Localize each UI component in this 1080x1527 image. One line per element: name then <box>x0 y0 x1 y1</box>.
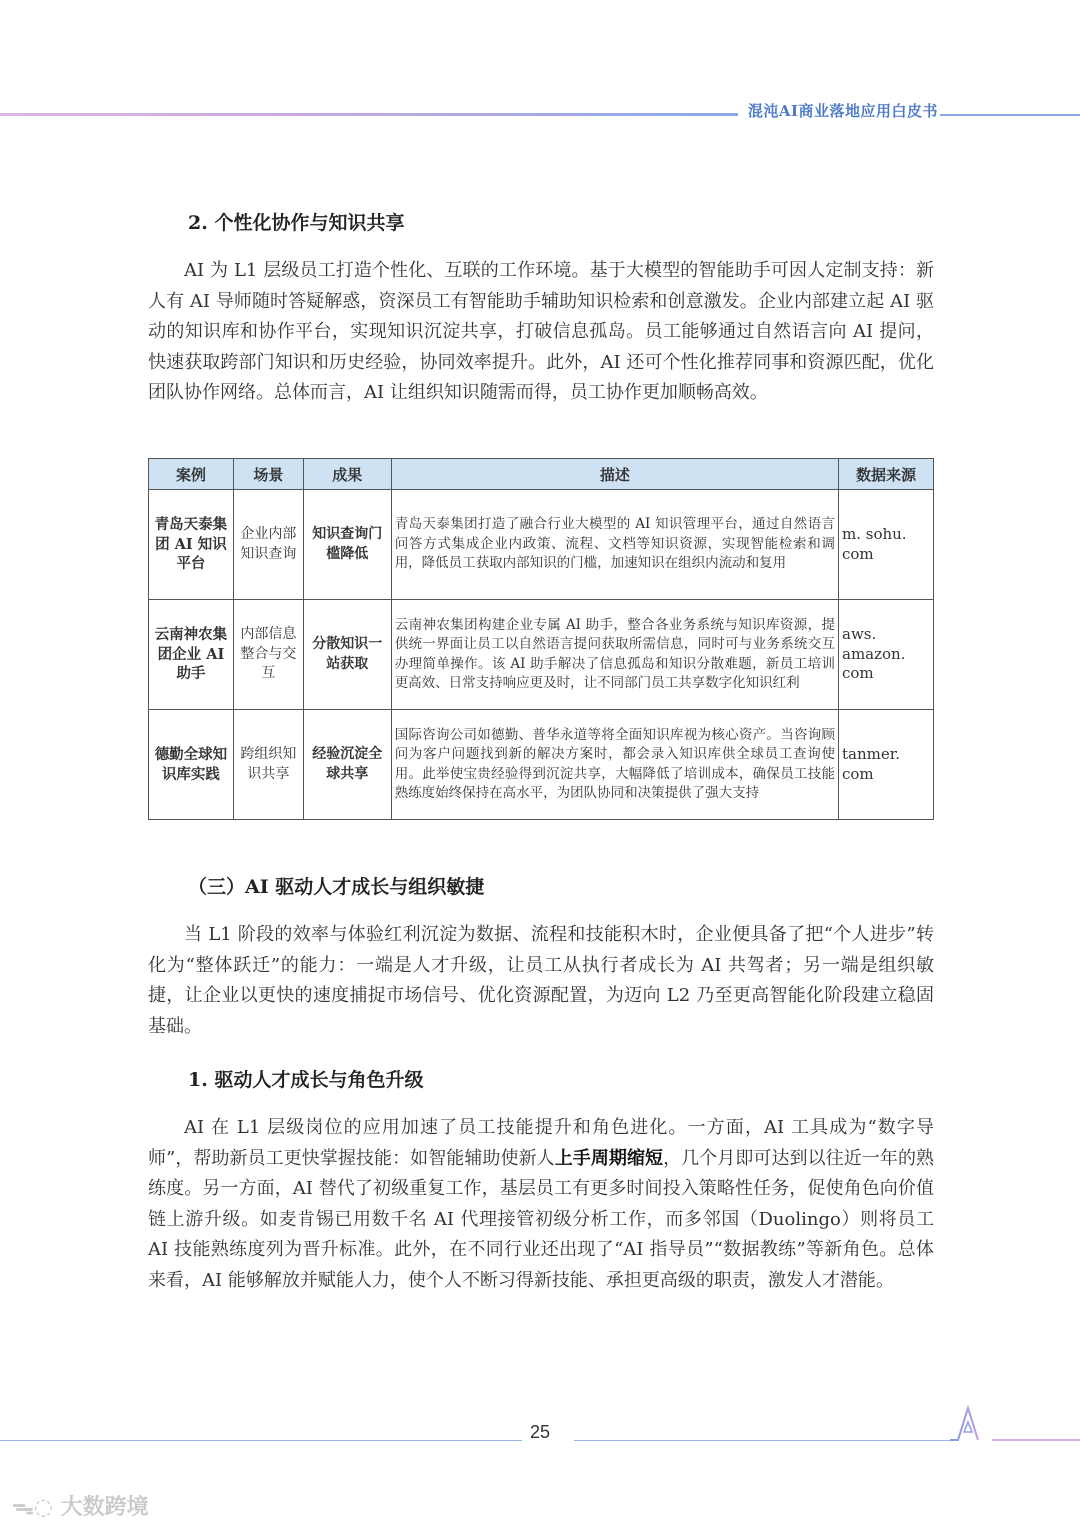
header-rule-right <box>940 114 1080 116</box>
section2-body <box>148 920 934 1042</box>
table-header-row <box>149 459 934 490</box>
cell-scene: 跨组织知识共享 <box>233 710 303 820</box>
footer-rule-left <box>0 1440 522 1441</box>
cell-description: 国际咨询公司如德勤、普华永道等将全面知识库视为核心资产。当咨询顾问为客户问题找到新的解决方案时，都会录入知识库供全球员工查询使用。此举使宝贵经验得到沉淀共享，大幅降低了培训成本，确保员工技能熟练度始终保持在高水平，为团队协同和决策提供了强大支持 <box>391 710 838 820</box>
ai-logo-icon <box>948 1404 1080 1444</box>
cell-result: 经验沉淀全球共享 <box>303 710 391 820</box>
cell-source: aws. amazon. com <box>839 600 934 710</box>
paragraph <box>148 1113 934 1296</box>
section-heading: （三）AI 驱动人才成长与组织敏捷 <box>188 876 485 898</box>
section-personalized-collaboration <box>148 208 934 235</box>
footer-rule-right <box>574 1440 950 1441</box>
header-case: 案例 <box>149 459 234 490</box>
cell-source: tanmer. com <box>839 710 934 820</box>
section-role-upgrade <box>148 1065 934 1092</box>
paragraph-text: AI 在 L1 层级岗位的应用加速了员工技能提升和角色进化。一方面，AI 工具成为“数字导师”，帮助新员工更快掌握技能：如智能辅助使新人 <box>148 1117 934 1169</box>
header-description: 描述 <box>391 459 838 490</box>
cell-case: 云南神农集团企业 AI 助手 <box>149 600 234 710</box>
cell-result: 知识查询门槛降低 <box>303 490 391 600</box>
watermark-logo-icon: ᯓ◌ <box>12 1495 61 1520</box>
cell-case: 青岛天泰集团 AI 知识平台 <box>149 490 234 600</box>
watermark-text: 大数跨境 <box>60 1495 149 1520</box>
paragraph-text: ，几个月即可达到以往近一年的熟练度。另一方面，AI 替代了初级重复工作，基层员工有更多时间投入策略性任务，促使角色向价值链上游升级。如麦肯锡已用数千名 AI 代理接管初级分析工作，而多邻国（Duolingo）则将员工 AI 技能熟练度列为晋升标准。此外，在不同行业还出现了“AI 指导员”“数据教练”等新角色。总体来看，AI 能够解放并赋能人力，使个人不断习得新技能、承担更高级的职责，激发人才潜能。 <box>148 1147 935 1291</box>
cell-description: 青岛天泰集团打造了融合行业大模型的 AI 知识管理平台，通过自然语言问答方式集成企业内政策、流程、文档等知识资源，实现智能检索和调用，降低员工获取内部知识的门槛，加速知识在组织内流动和复用 <box>391 490 838 600</box>
header-result: 成果 <box>303 459 391 490</box>
case-table <box>148 458 934 820</box>
cell-scene: 内部信息整合与交互 <box>233 600 303 710</box>
section-heading: 1. 驱动人才成长与角色升级 <box>188 1069 424 1091</box>
paragraph: 当 L1 阶段的效率与体验红利沉淀为数据、流程和技能积木时，企业便具备了把“个人进步”转化为“整体跃迁”的能力：一端是人才升级，让员工从执行者成长为 AI 共驾者；另一端是组织敏捷，让企业以更快的速度捕捉市场信号、优化资源配置，为迈向 L2 乃至更高智能化阶段建立稳固基础。 <box>148 924 934 1037</box>
cell-description: 云南神农集团构建企业专属 AI 助手，整合各业务系统与知识库资源，提供统一界面让员工以自然语言提问获取所需信息，同时可与业务系统交互办理简单操作。该 AI 助手解决了信息孤岛和知识分散难题，新员工培训更高效、日常支持响应更及时，让不同部门员工共享数字化知识红利 <box>391 600 838 710</box>
section1-body <box>148 256 934 409</box>
cell-case: 德勤全球知识库实践 <box>149 710 234 820</box>
paragraph: AI 为 L1 层级员工打造个性化、互联的工作环境。基于大模型的智能助手可因人定制支持：新人有 AI 导师随时答疑解惑，资深员工有智能助手辅助知识检索和创意激发。企业内部建立起 AI 驱动的知识库和协作平台，实现知识沉淀共享，打破信息孤岛。员工能够通过自然语言向 AI 提问，快速获取跨部门知识和历史经验，协同效率提升。此外，AI 还可个性化推荐同事和资源匹配，优化团队协作网络。总体而言，AI 让组织知识随需而得，员工协作更加顺畅高效。 <box>148 260 934 403</box>
header-source: 数据来源 <box>839 459 934 490</box>
highlight-text: 上手周期缩短 <box>554 1147 664 1169</box>
section-talent-growth <box>148 872 934 899</box>
header-title: 混沌AI商业落地应用白皮书 <box>747 102 938 120</box>
table-row <box>149 490 934 600</box>
cell-result: 分散知识一站获取 <box>303 600 391 710</box>
table-row <box>149 600 934 710</box>
watermark <box>12 1490 149 1521</box>
cell-scene: 企业内部知识查询 <box>233 490 303 600</box>
section-heading: 2. 个性化协作与知识共享 <box>188 212 405 234</box>
section3-body <box>148 1113 934 1296</box>
table-row <box>149 710 934 820</box>
header-rule-left <box>0 113 738 116</box>
header-scene: 场景 <box>233 459 303 490</box>
cell-source: m. sohu. com <box>839 490 934 600</box>
page-number: 25 <box>530 1422 551 1442</box>
